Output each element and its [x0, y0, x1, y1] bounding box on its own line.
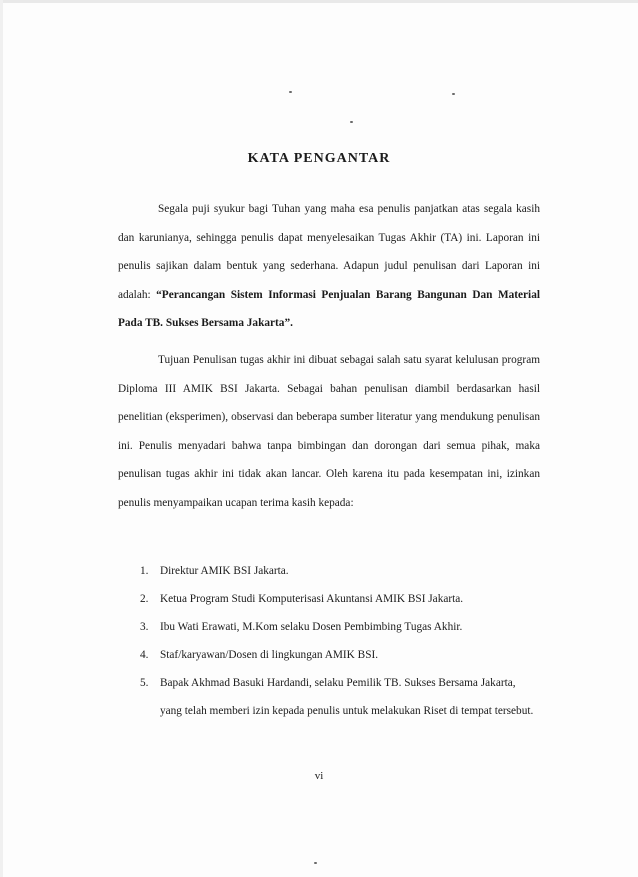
- list-item: [140, 641, 540, 669]
- report-title-bold: “Perancangan Sistem Informasi Penjualan Barang Bangunan Dan Material Pada TB. Sukses Bersama Jakarta”.: [118, 288, 540, 329]
- list-item-number: 4.: [140, 649, 149, 661]
- list-item: [140, 557, 540, 585]
- list-item-text: Direktur AMIK BSI Jakarta.: [160, 565, 289, 577]
- paragraph-intro-text: Segala puji syukur bagi Tuhan yang maha esa penulis panjatkan atas segala kasih dan karunianya, sehingga penulis dapat menyelesaikan Tugas Akhir (TA) ini. Laporan ini penulis sajikan dalam bentuk yang sederhana. Adapun judul penulisan dari Laporan ini adalah:: [118, 203, 540, 301]
- acknowledgement-list: [140, 557, 540, 725]
- list-item: [140, 613, 540, 641]
- list-item-text: Ketua Program Studi Komputerisasi Akuntansi AMIK BSI Jakarta.: [160, 593, 464, 605]
- page-number: vi: [314, 770, 324, 782]
- scan-speck: [350, 121, 353, 123]
- scan-speck: [452, 93, 455, 95]
- scan-speck: [314, 862, 317, 864]
- list-item-text: Ibu Wati Erawati, M.Kom selaku Dosen Pembimbing Tugas Akhir.: [160, 621, 463, 633]
- paragraph-intro: [118, 195, 540, 338]
- paragraph-purpose: [118, 346, 540, 517]
- page-title: KATA PENGANTAR: [247, 151, 391, 166]
- scan-speck: [289, 91, 292, 93]
- list-item-text: Staf/karyawan/Dosen di lingkungan AMIK BSI.: [160, 649, 379, 661]
- list-item-number: 3.: [140, 621, 149, 633]
- scan-edge-left: [0, 0, 3, 877]
- list-item-number: 2.: [140, 593, 149, 605]
- scan-edge-top: [0, 0, 638, 3]
- list-item-number: 5.: [140, 677, 149, 689]
- list-item-text: Bapak Akhmad Basuki Hardandi, selaku Pemilik TB. Sukses Bersama Jakarta, yang telah memberi izin kepada penulis untuk melakukan Riset di tempat tersebut.: [160, 677, 534, 717]
- list-item: [140, 585, 540, 613]
- list-item: [140, 669, 540, 725]
- paragraph-purpose-text: Tujuan Penulisan tugas akhir ini dibuat sebagai salah satu syarat kelulusan program Diploma III AMIK BSI Jakarta. Sebagai bahan penulisan diambil berdasarkan hasil penelitian (eksperimen), observasi dan beberapa sumber literatur yang mendukung penulisan ini. Penulis menyadari bahwa tanpa bimbingan dan dorongan dari semua pihak, maka penulisan tugas akhir ini tidak akan lancar. Oleh karena itu pada kesempatan ini, izinkan penulis menyampaikan ucapan terima kasih kepada:: [118, 354, 540, 509]
- list-item-number: 1.: [140, 565, 149, 577]
